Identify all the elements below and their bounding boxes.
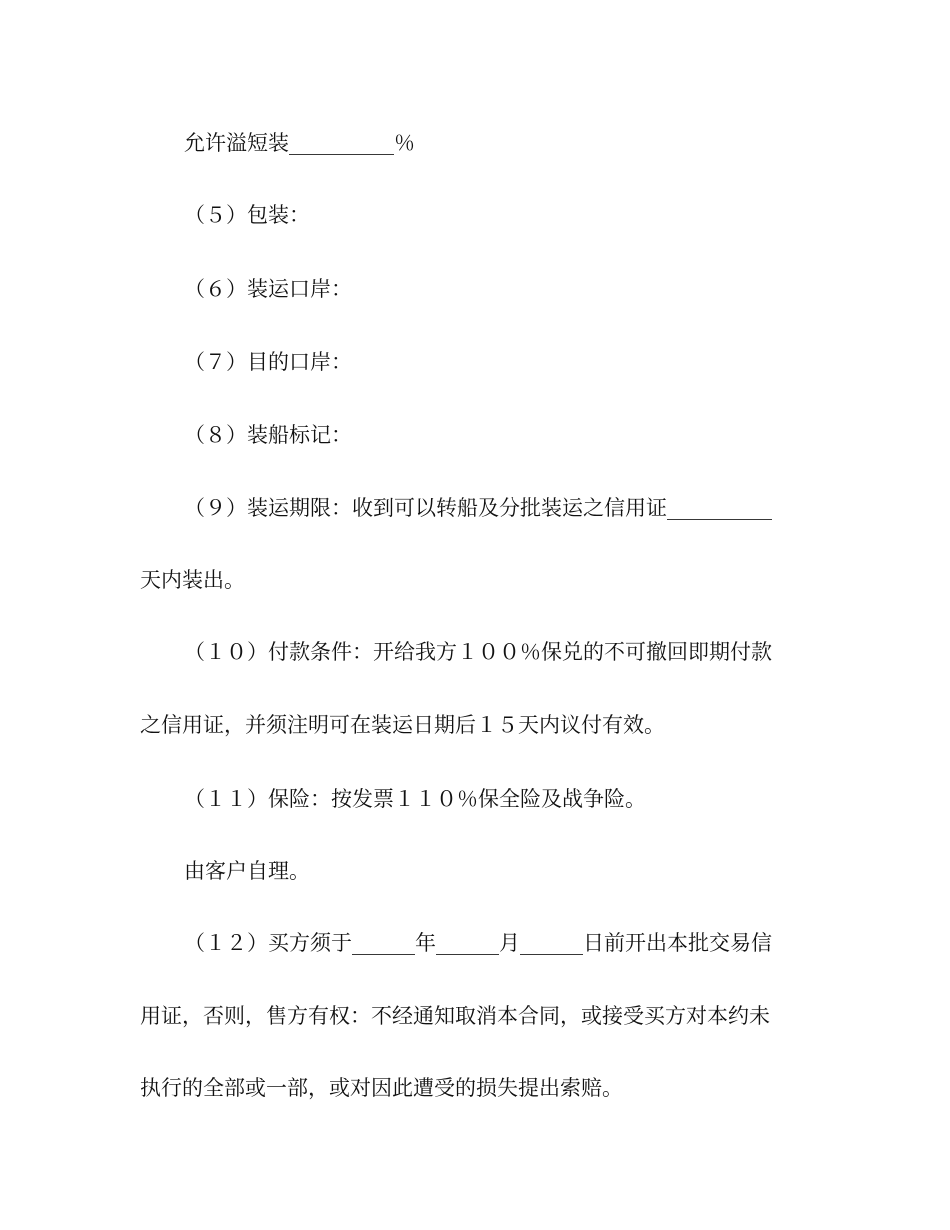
- insurance-clause: （１１）保险：按发票１１０％保全险及战争险。: [184, 787, 646, 811]
- overshipment-clause: 允许溢短装__________％: [184, 131, 415, 155]
- shipment-period-clause: （９）装运期限：收到可以转船及分批装运之信用证__________: [184, 496, 772, 520]
- letter-of-credit-clause: （１２）买方须于______年______月______日前开出本批交易信: [184, 931, 772, 955]
- letter-of-credit-final: 执行的全部或一部，或对因此遭受的损失提出索赔。: [140, 1076, 623, 1100]
- payment-terms-continued: 之信用证，并须注明可在装运日期后１５天内议付有效。: [140, 713, 665, 737]
- insurance-note: 由客户自理。: [184, 859, 310, 883]
- shipping-marks-clause: （８）装船标记：: [184, 423, 352, 447]
- packing-clause: （５）包装：: [184, 203, 310, 227]
- payment-terms-clause: （１０）付款条件：开给我方１００％保兑的不可撤回即期付款: [184, 640, 772, 664]
- letter-of-credit-continued: 用证，否则，售方有权：不经通知取消本合同，或接受买方对本约未: [140, 1004, 770, 1028]
- shipment-period-continued: 天内装出。: [140, 568, 245, 592]
- port-of-destination-clause: （７）目的口岸：: [184, 350, 352, 374]
- port-of-loading-clause: （６）装运口岸：: [184, 277, 352, 301]
